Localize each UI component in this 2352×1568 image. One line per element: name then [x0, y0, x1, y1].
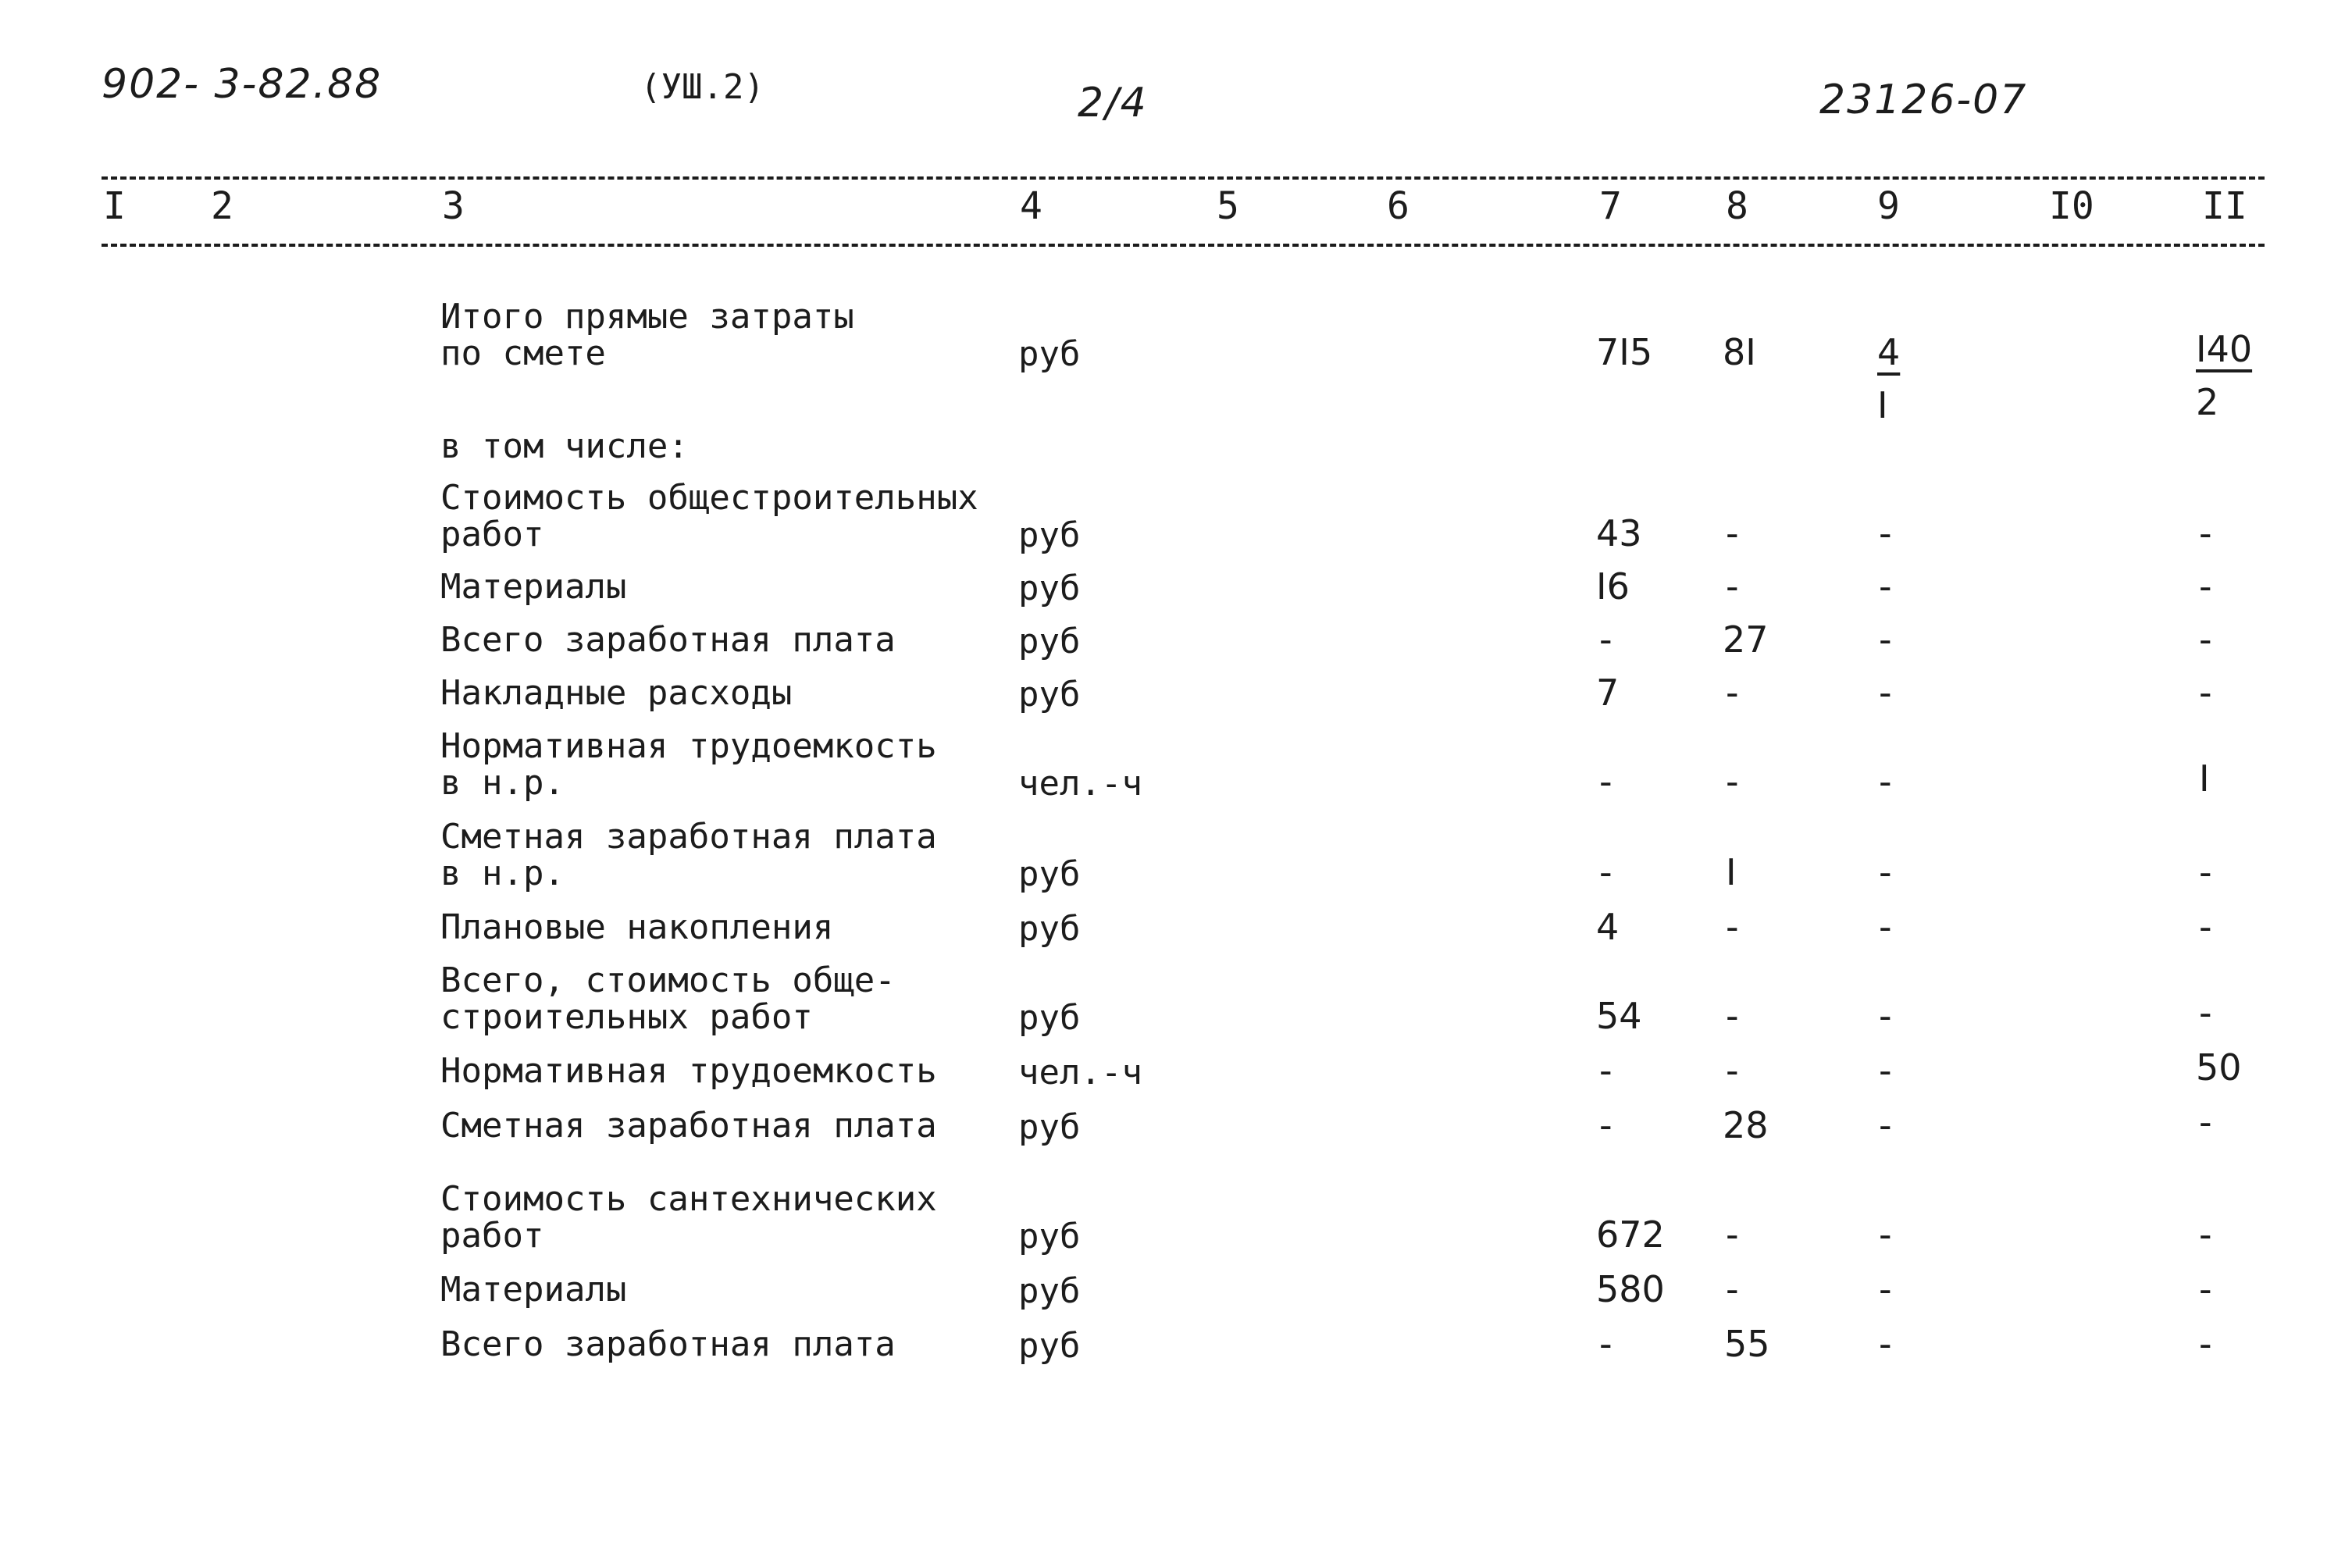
row-unit: руб — [1018, 1271, 1081, 1311]
row-unit: руб — [1018, 909, 1081, 949]
row-unit: руб — [1018, 334, 1081, 374]
column-header-8: 8 — [1726, 184, 1748, 228]
cell-col7: - — [1599, 1104, 1613, 1146]
cell-col8: - — [1726, 1268, 1739, 1310]
cell-col9: - — [1879, 672, 1892, 714]
cell-col11: - — [2199, 1213, 2212, 1256]
row-description: Плановые накопления — [440, 907, 834, 947]
cell-col11: - — [2199, 565, 2212, 608]
row-unit: руб — [1018, 675, 1081, 715]
cell-col7: 7I5 — [1596, 331, 1653, 373]
cell-col8: - — [1726, 761, 1739, 803]
cell-col7: 43 — [1596, 512, 1642, 554]
cell-col7: - — [1599, 1323, 1613, 1365]
column-header-7: 7 — [1599, 184, 1622, 228]
cell-col11-numerator: I40 — [2196, 328, 2253, 370]
column-header-11: II — [2202, 184, 2247, 228]
cell-col8: 55 — [1724, 1323, 1770, 1365]
cell-col9: - — [1879, 512, 1892, 554]
row-unit: руб — [1018, 854, 1081, 894]
row-unit: руб — [1018, 998, 1081, 1038]
cell-col7: 54 — [1596, 995, 1642, 1037]
cell-col9: - — [1879, 1268, 1892, 1310]
cell-col8: - — [1726, 906, 1739, 948]
row-description: Стоимость сантехнических работ — [440, 1179, 937, 1256]
cell-col9: - — [1879, 906, 1892, 948]
cell-col9: - — [1879, 851, 1892, 893]
cell-col9: - — [1879, 1049, 1892, 1092]
column-header-3: 3 — [442, 184, 465, 228]
cell-col8: - — [1726, 1213, 1739, 1256]
row-unit: руб — [1018, 1217, 1081, 1256]
cell-col8: 28 — [1723, 1104, 1769, 1146]
column-header-5: 5 — [1217, 184, 1239, 228]
row-description: в том числе: — [440, 426, 689, 466]
cell-col8: 8I — [1723, 331, 1756, 373]
row-description: Всего заработная плата — [440, 620, 896, 660]
reference-code: 23126-07 — [1819, 77, 2028, 123]
column-header-6: 6 — [1387, 184, 1409, 228]
row-description: Накладные расходы — [440, 673, 793, 713]
row-unit: чел.-ч — [1018, 764, 1142, 804]
row-unit: руб — [1018, 1326, 1081, 1366]
cell-col7: I6 — [1596, 565, 1630, 608]
row-description: Итого прямые затраты по смете — [440, 297, 854, 373]
cell-col9-numerator: 4 — [1877, 331, 1901, 373]
row-description: Всего, стоимость обще- строительных работ — [440, 960, 896, 1037]
cell-col8: - — [1726, 1049, 1739, 1092]
cell-col8: I — [1726, 851, 1737, 893]
cell-col11-denominator: 2 — [2196, 381, 2219, 423]
cell-col9: - — [1879, 1104, 1892, 1146]
column-header-2: 2 — [211, 184, 233, 228]
table-header-rule — [102, 244, 2265, 247]
cell-col8: - — [1726, 512, 1739, 554]
document-code: 902- 3-82.88 — [102, 61, 383, 108]
cell-col7: - — [1599, 761, 1613, 803]
row-unit: руб — [1018, 1107, 1081, 1147]
cell-col8: - — [1726, 672, 1739, 714]
cell-col11: - — [2199, 906, 2212, 948]
cell-col7: 4 — [1596, 906, 1620, 948]
row-description: Нормативная трудоемкость в н.р. — [440, 726, 937, 803]
column-header-1: I — [103, 184, 126, 228]
cell-col7: - — [1599, 851, 1613, 893]
cell-col9: - — [1879, 1323, 1892, 1365]
row-description: Сметная заработная плата — [440, 1106, 937, 1146]
cell-col9-denominator: I — [1877, 384, 1888, 426]
cell-col9: - — [1879, 995, 1892, 1037]
cell-col8: 27 — [1723, 618, 1769, 661]
cell-col7: - — [1599, 1049, 1613, 1092]
cell-col11: - — [2199, 512, 2212, 554]
cell-col11: - — [2199, 1101, 2212, 1143]
row-description: Материалы — [440, 1270, 627, 1310]
cell-col11: 50 — [2196, 1046, 2242, 1089]
column-header-4: 4 — [1020, 184, 1042, 228]
cell-col11: - — [2199, 672, 2212, 714]
cell-col9: - — [1879, 1213, 1892, 1256]
cell-col9: - — [1879, 565, 1892, 608]
cell-col7: 7 — [1596, 672, 1620, 714]
cell-col9: - — [1879, 618, 1892, 661]
row-description: Сметная заработная плата в н.р. — [440, 817, 937, 893]
cell-col11: - — [2199, 1268, 2212, 1310]
cell-col8: - — [1726, 995, 1739, 1037]
row-unit: руб — [1018, 622, 1081, 661]
cell-col7: 672 — [1596, 1213, 1665, 1256]
section-code: (УШ.2) — [640, 67, 764, 107]
cell-col11: I — [2199, 757, 2210, 800]
column-header-9: 9 — [1877, 184, 1900, 228]
cell-col7: - — [1599, 618, 1613, 661]
table-top-rule — [102, 176, 2265, 180]
cell-col8: - — [1726, 565, 1739, 608]
row-description: Стоимость общестроительных работ — [440, 478, 978, 554]
row-unit: чел.-ч — [1018, 1053, 1142, 1092]
row-description: Материалы — [440, 567, 627, 607]
cell-col11: - — [2199, 618, 2212, 661]
column-header-10: I0 — [2049, 184, 2094, 228]
page-mark: 2/4 — [1078, 80, 1148, 127]
row-description: Нормативная трудоемкость — [440, 1051, 937, 1091]
cell-col11: - — [2199, 1323, 2212, 1365]
cell-col7: 580 — [1596, 1268, 1665, 1310]
cell-col11: - — [2199, 851, 2212, 893]
row-description: Всего заработная плата — [440, 1324, 896, 1364]
cell-col9: - — [1879, 761, 1892, 803]
cell-col11: - — [2199, 992, 2212, 1034]
row-unit: руб — [1018, 568, 1081, 608]
row-unit: руб — [1018, 515, 1081, 555]
